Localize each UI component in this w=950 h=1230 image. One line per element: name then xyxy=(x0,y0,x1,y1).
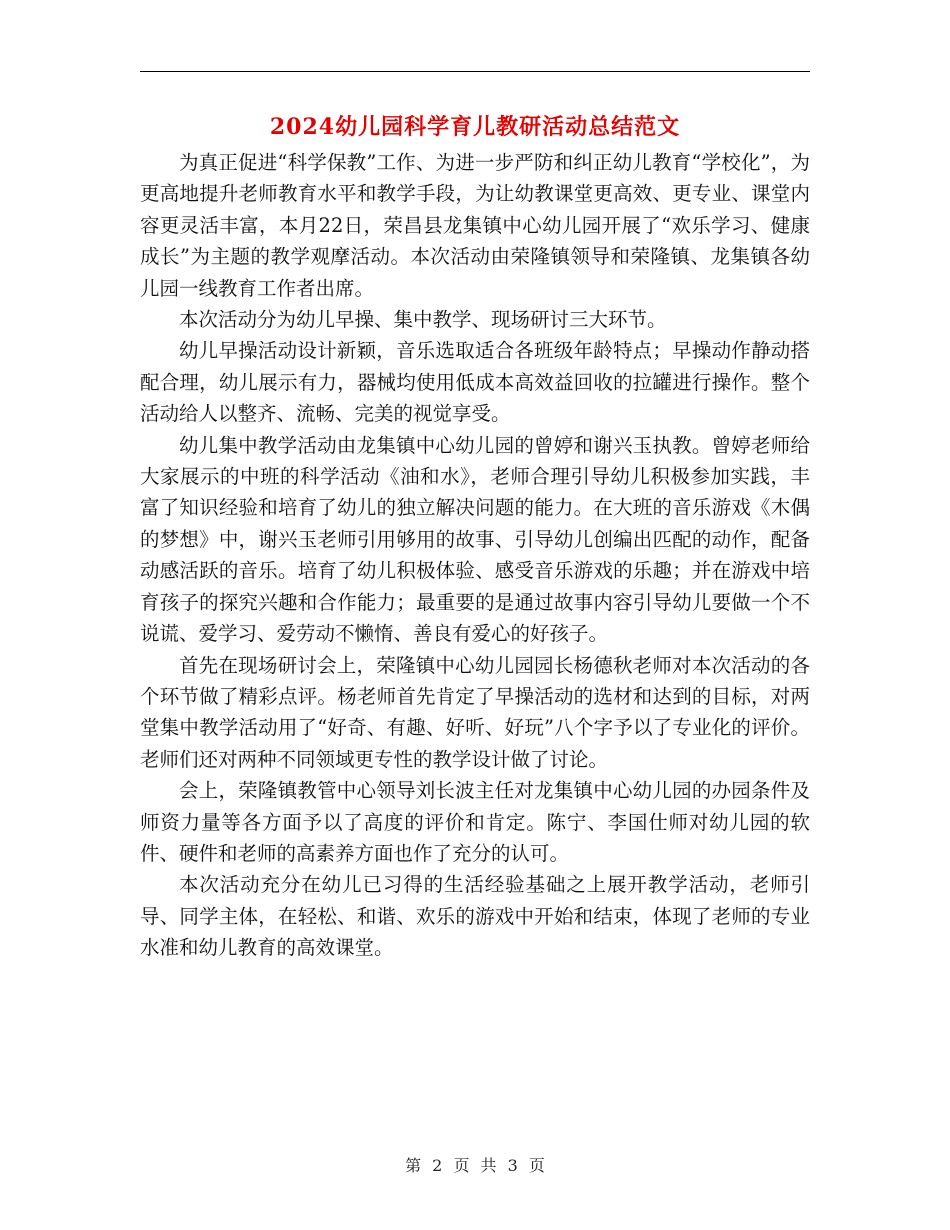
paragraph: 会上，荣隆镇教管中心领导刘长波主任对龙集镇中心幼儿园的办园条件及师资力量等各方面予以了高度的评价和肯定。陈宁、李国仕师对幼儿园的软件、硬件和老师的高素养方面也作了充分的认可。 xyxy=(140,779,810,865)
paragraph: 本次活动充分在幼儿已习得的生活经验基础之上展开教学活动，老师引导、同学主体，在轻松、和谐、欢乐的游戏中开始和结束，体现了老师的专业水准和幼儿教育的高效课堂。 xyxy=(140,873,810,960)
paragraph: 为真正促进“科学保教”工作、为进一步严防和纠正幼儿教育“学校化”，为更高地提升老师教育水平和教学手段，为让幼教课堂更高效、更专业、课堂内容更灵活丰富，本月22日，荣昌县龙集镇中心幼儿园开展了“欢乐学习、健康成长”为主题的教学观摩活动。本次活动由荣隆镇领导和荣隆镇、龙集镇各幼儿园一线教育工作者出席。 xyxy=(140,151,810,300)
paragraph: 首先在现场研讨会上，荣隆镇中心幼儿园园长杨德秋老师对本次活动的各个环节做了精彩点评。杨老师首先肯定了早操活动的选材和达到的目标，对两堂集中教学活动用了“好奇、有趣、好听、好玩”八个字予以了专业化的评价。老师们还对两种不同领域更专性的教学设计做了讨论。 xyxy=(140,653,810,771)
paragraph: 本次活动分为幼儿早操、集中教学、现场研讨三大环节。 xyxy=(179,308,667,332)
paragraph: 幼儿早操活动设计新颖，音乐选取适合各班级年龄特点；早操动作静动搭配合理，幼儿展示有力，器械均使用低成本高效益回收的拉罐进行操作。整个活动给人以整齐、流畅、完美的视觉享受。 xyxy=(140,339,810,426)
document-title: 2024幼儿园科学育儿教研活动总结范文 xyxy=(269,114,681,140)
header-rule xyxy=(140,71,810,72)
document-body xyxy=(140,147,810,964)
page-footer: 第 2 页 共 3 页 xyxy=(405,1156,545,1175)
paragraph: 幼儿集中教学活动由龙集镇中心幼儿园的曾婷和谢兴玉执教。曾婷老师给大家展示的中班的科学活动《油和水》，老师合理引导幼儿积极参加实践，丰富了知识经验和培育了幼儿的独立解决问题的能力。在大班的音乐游戏《木偶的梦想》中，谢兴玉老师引用够用的故事、引导幼儿创编出匹配的动作，配备动感活跃的音乐。培育了幼儿积极体验、感受音乐游戏的乐趣；并在游戏中培育孩子的探究兴趣和合作能力；最重要的是通过故事内容引导幼儿要做一个不说谎、爱学习、爱劳动不懒惰、善良有爱心的好孩子。 xyxy=(140,433,810,646)
